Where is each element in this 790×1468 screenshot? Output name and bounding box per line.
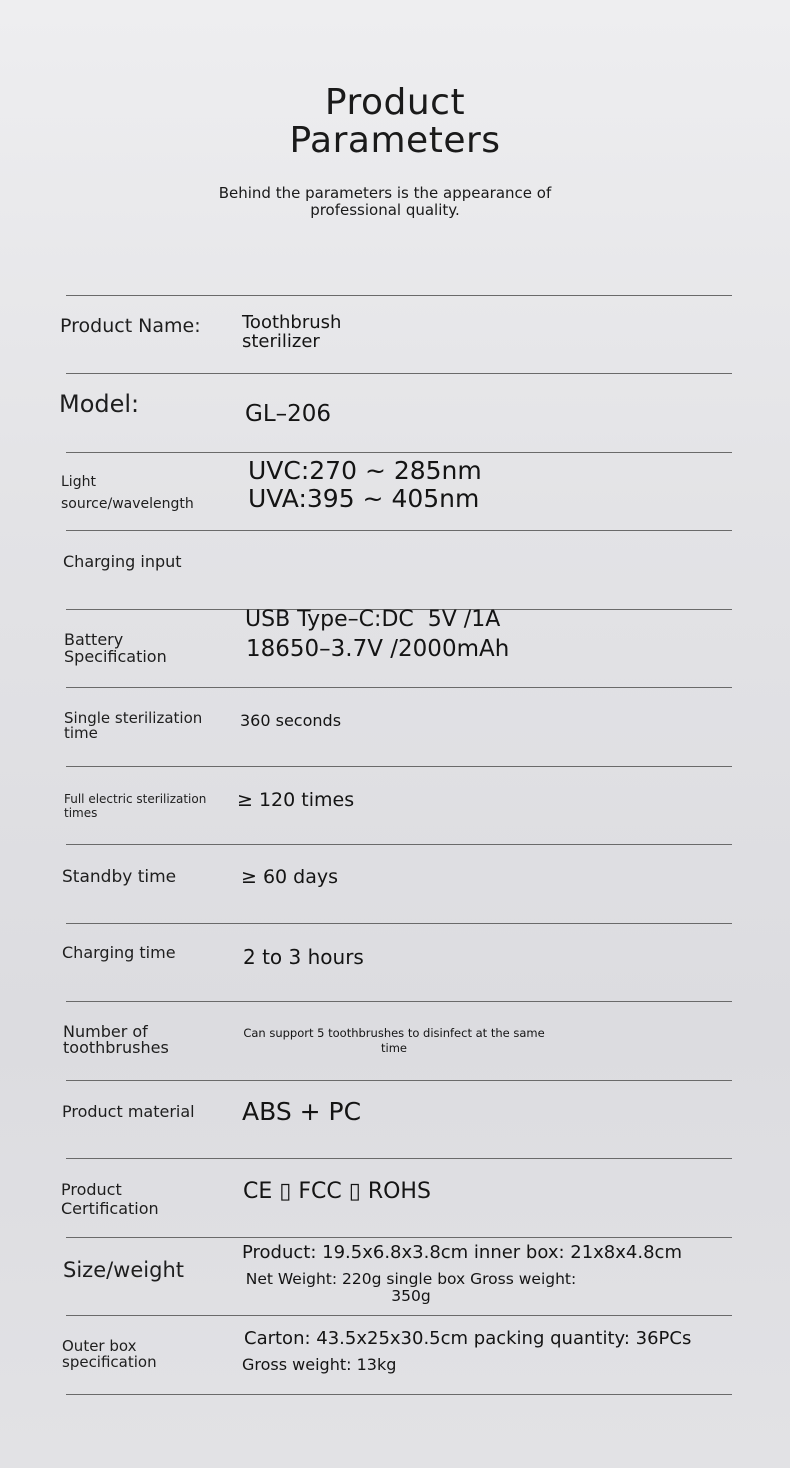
product-material-value: ABS + PC: [242, 1097, 362, 1126]
light-source-value: UVC:270 ~ 285nm UVA:395 ~ 405nm: [248, 456, 482, 513]
table-divider: [66, 1080, 732, 1081]
certification-label: Product Certification: [61, 1180, 159, 1218]
table-divider: [66, 687, 732, 688]
single-sterilization-label: Single sterilization time: [64, 709, 203, 742]
table-divider: [66, 923, 732, 924]
single-sterilization-value: 360 seconds: [240, 711, 342, 730]
page-title-line-1: Product: [324, 82, 466, 123]
table-divider: [66, 373, 732, 374]
product-material-label: Product material: [62, 1102, 195, 1121]
model-value: GL–206: [245, 401, 332, 427]
size-weight-label: Size/weight: [63, 1258, 184, 1282]
charging-time-value: 2 to 3 hours: [243, 945, 364, 969]
table-divider: [66, 1237, 732, 1238]
size-weight-product-value: Product: 19.5x6.8x3.8cm inner box: 21x8x4.8cm: [242, 1242, 682, 1263]
table-divider: [66, 1315, 732, 1316]
toothbrush-count-label: Number of toothbrushes: [63, 1022, 169, 1057]
battery-value: 18650–3.7V /2000mAh: [246, 636, 510, 662]
product-name-label: Product Name:: [60, 315, 201, 337]
table-divider: [66, 295, 732, 296]
model-label: Model:: [59, 390, 140, 418]
page-title-line-2: Parameters: [289, 120, 501, 161]
light-source-label: Light source/wavelength: [61, 474, 194, 512]
outer-box-label: Outer box specification: [62, 1337, 157, 1371]
page-subtitle: [0, 185, 770, 219]
table-divider: [66, 766, 732, 767]
certification-value: CE ▯ FCC ▯ ROHS: [243, 1179, 431, 1204]
table-divider: [66, 1394, 732, 1395]
table-divider: [66, 452, 732, 453]
standby-time-label: Standby time: [62, 867, 177, 887]
table-divider: [66, 1001, 732, 1002]
full-sterilization-label: Full electric sterilization times: [64, 792, 207, 820]
page-subtitle-line-1: Behind the parameters is the appearance of: [218, 184, 552, 202]
full-sterilization-value: ≥ 120 times: [237, 789, 355, 811]
charging-input-value: USB Type–C:DC 5V /1A: [245, 607, 501, 632]
page-subtitle-line-2: professional quality.: [310, 201, 460, 219]
product-name-value: Toothbrush sterilizer: [242, 312, 342, 352]
size-weight-net-value: Net Weight: 220g single box Gross weight: 350g: [245, 1270, 577, 1305]
outer-box-value: Carton: 43.5x25x30.5cm packing quantity: 36PCs Gross weight: 13kg: [242, 1328, 692, 1374]
charging-time-label: Charging time: [62, 943, 176, 962]
toothbrush-count-value: Can support 5 toothbrushes to disinfect at the same time: [243, 1026, 545, 1055]
standby-time-value: ≥ 60 days: [241, 866, 339, 888]
table-divider: [66, 530, 732, 531]
battery-label: Battery Specification: [64, 630, 167, 666]
page-title: [0, 84, 790, 160]
table-divider: [66, 1158, 732, 1159]
charging-input-label: Charging input: [63, 552, 182, 571]
table-divider: [66, 844, 732, 845]
